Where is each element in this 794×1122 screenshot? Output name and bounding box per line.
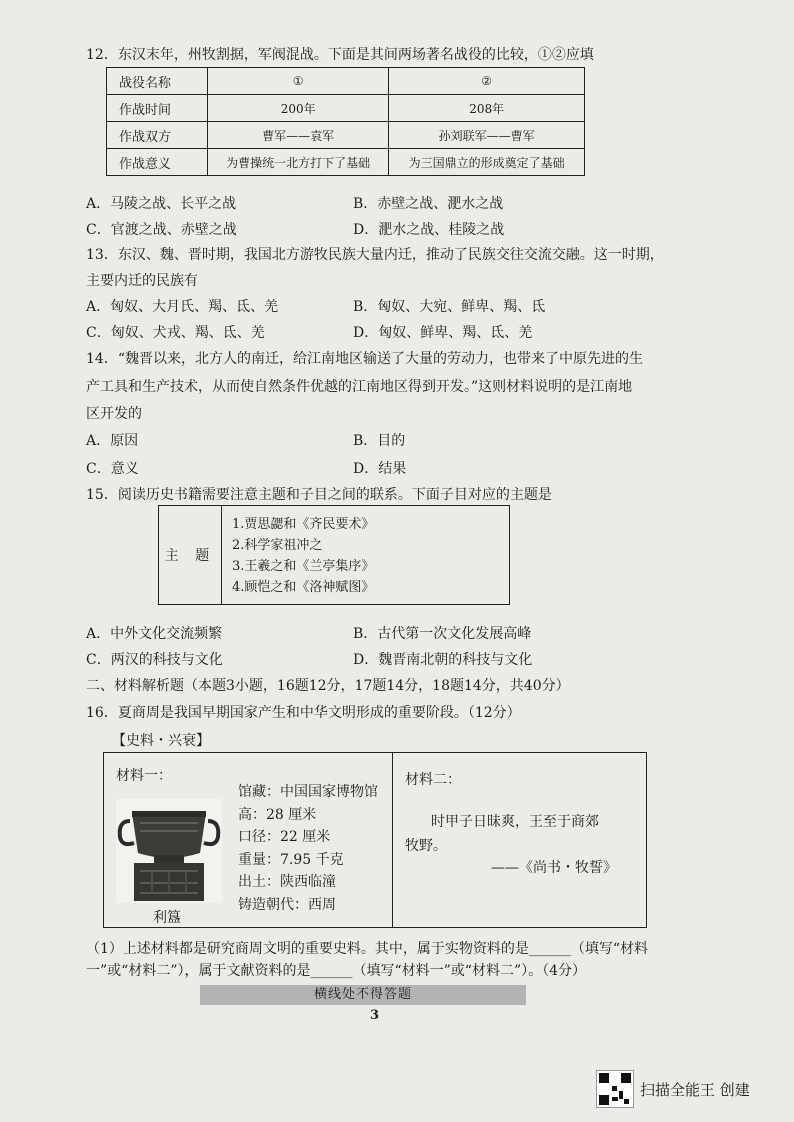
scanner-watermark bbox=[596, 1070, 750, 1108]
q13-stem-line2: 主要内迁的民族有 bbox=[86, 273, 198, 289]
q16-material-box bbox=[103, 752, 647, 928]
spec-height: 高：28 厘米 bbox=[238, 806, 317, 823]
q12-option-c: C．官渡之战、赤壁之战 bbox=[86, 222, 237, 238]
list-item: 4.顾恺之和《洛神赋图》 bbox=[232, 580, 375, 595]
q12-stem: 12．东汉末年，州牧割据，军阀混战。下面是其间两场著名战役的比较，①②应填 bbox=[86, 47, 594, 63]
table-cell: 战役名称 bbox=[107, 68, 208, 95]
q14-option-b: B．目的 bbox=[353, 433, 406, 449]
q16-sub1-line1: （1）上述材料都是研究商周文明的重要史料。其中，属于实物资料的是______（填写“材料 bbox=[86, 941, 649, 957]
vessel-specs bbox=[238, 781, 378, 916]
watermark-text: 扫描全能王 创建 bbox=[640, 1080, 750, 1099]
q12-option-b: B．赤壁之战、淝水之战 bbox=[353, 196, 504, 212]
vessel-caption: 利簋 bbox=[153, 910, 181, 926]
q13-option-d: D．匈奴、鲜卑、羯、氐、羌 bbox=[353, 325, 533, 341]
spec-weight: 重量：7.95 千克 bbox=[238, 851, 344, 868]
material-one-label: 材料一： bbox=[116, 768, 172, 784]
q15-option-c: C．两汉的科技与文化 bbox=[86, 652, 223, 668]
q13-option-c: C．匈奴、犬戎、羯、氐、羌 bbox=[86, 325, 265, 341]
q15-option-a: A．中外文化交流频繁 bbox=[86, 626, 223, 642]
table-cell: 曹军——袁军 bbox=[208, 122, 389, 149]
spec-dynasty: 铸造朝代：西周 bbox=[238, 896, 336, 913]
q15-option-d: D．魏晋南北朝的科技与文化 bbox=[353, 652, 533, 668]
q15-topic-box bbox=[158, 505, 510, 605]
li-gui-bronze-vessel-image bbox=[116, 799, 222, 903]
q14-stem-line1: 14．“魏晋以来，北方人的南迁，给江南地区输送了大量的劳动力，也带来了中原先进的生 bbox=[86, 351, 643, 367]
table-cell: ① bbox=[208, 68, 389, 95]
q16-stem: 16．夏商周是我国早期国家产生和中华文明形成的重要阶段。（12分） bbox=[86, 705, 521, 721]
section-heading: 二、材料解析题（本题3小题，16题12分，17题14分，18题14分，共40分） bbox=[86, 678, 570, 694]
material-two-text-line2: 牧野。 bbox=[405, 838, 447, 854]
table-cell: 孙刘联军——曹军 bbox=[389, 122, 585, 149]
q14-option-d: D．结果 bbox=[353, 461, 407, 477]
q13-option-b: B．匈奴、大宛、鲜卑、羯、氐 bbox=[353, 299, 546, 315]
qr-code-icon bbox=[596, 1070, 634, 1108]
q12-table bbox=[106, 67, 585, 176]
q15-option-b: B．古代第一次文化发展高峰 bbox=[353, 626, 532, 642]
list-item: 1.贾思勰和《齐民要术》 bbox=[232, 517, 375, 532]
material-two-label: 材料二： bbox=[405, 772, 461, 788]
table-cell: 208年 bbox=[389, 95, 585, 122]
material-two-panel bbox=[393, 753, 646, 927]
table-cell: 作战双方 bbox=[107, 122, 208, 149]
q15-topic-label: 主 题 bbox=[159, 506, 222, 604]
q14-stem-line2: 产工具和生产技术，从而使自然条件优越的江南地区得到开发。”这则材料说明的是江南地 bbox=[86, 379, 633, 395]
material-one-panel bbox=[104, 753, 393, 927]
q13-option-a: A．匈奴、大月氏、羯、氐、羌 bbox=[86, 299, 279, 315]
q13-stem-line1: 13．东汉、魏、晋时期，我国北方游牧民族大量内迁，推动了民族交往交流交融。这一时期， bbox=[86, 247, 664, 263]
q16-sub1-line2: 一”或“材料二”），属于文献资料的是______（填写“材料一”或“材料二”）。（4分） bbox=[86, 963, 587, 979]
q12-option-a: A．马陵之战、长平之战 bbox=[86, 196, 237, 212]
q14-stem-line3: 区开发的 bbox=[86, 406, 142, 422]
q14-option-a: A．原因 bbox=[86, 433, 139, 449]
spec-diameter: 口径：22 厘米 bbox=[238, 829, 331, 845]
q15-subtopic-list bbox=[222, 506, 509, 604]
q14-option-c: C．意义 bbox=[86, 461, 139, 477]
table-cell: 200年 bbox=[208, 95, 389, 122]
material-two-text-line1: 时甲子日昧爽，王至于商郊 bbox=[431, 814, 599, 830]
table-cell: 为曹操统一北方打下了基础 bbox=[208, 149, 389, 176]
list-item: 2.科学家祖冲之 bbox=[232, 538, 323, 553]
q16-source-tag: 【史料・兴衰】 bbox=[112, 733, 210, 749]
q12-option-d: D．淝水之战、桂陵之战 bbox=[353, 222, 505, 238]
table-cell: 为三国鼎立的形成奠定了基础 bbox=[389, 149, 585, 176]
no-answer-notice: 横线处不得答题 bbox=[200, 985, 526, 1005]
spec-excavation: 出土：陕西临潼 bbox=[238, 874, 336, 890]
page-number: 3 bbox=[370, 1008, 380, 1023]
q15-stem: 15．阅读历史书籍需要注意主题和子目之间的联系。下面子目对应的主题是 bbox=[86, 487, 552, 503]
table-cell: 作战意义 bbox=[107, 149, 208, 176]
table-cell: ② bbox=[389, 68, 585, 95]
material-two-source: ——《尚书・牧誓》 bbox=[491, 860, 617, 876]
list-item: 3.王羲之和《兰亭集序》 bbox=[232, 559, 375, 574]
table-cell: 作战时间 bbox=[107, 95, 208, 122]
spec-collection: 馆藏：中国国家博物馆 bbox=[238, 784, 378, 800]
